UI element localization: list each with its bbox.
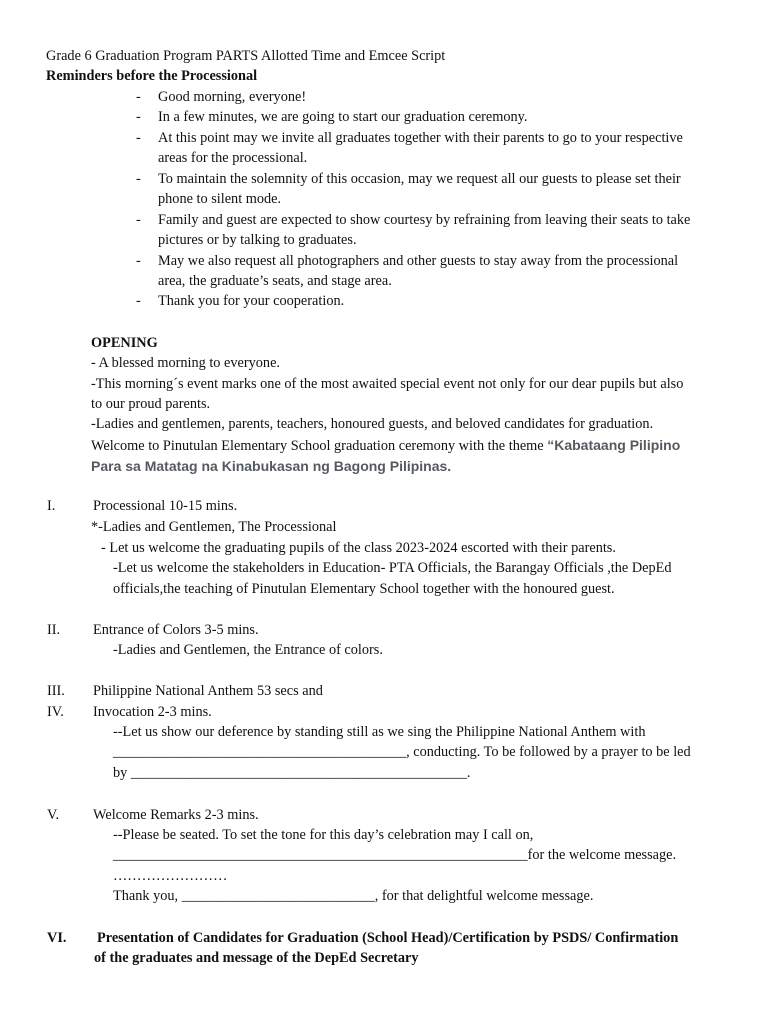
opening-line: to our proud parents. <box>91 396 211 412</box>
reminder-item: To maintain the solemnity of this occasion, may we request all our guests to please set their <box>158 171 681 187</box>
theme-text: “Kabataang Pilipino <box>547 437 681 453</box>
bullet-dash: - <box>136 130 141 146</box>
reminder-item-cont: areas for the processional. <box>158 150 308 166</box>
bullet-dash: - <box>136 109 141 125</box>
script-line: --Let us show our deference by standing still as we sing the Philippine National Anthem with <box>113 724 646 740</box>
script-line: -Let us welcome the stakeholders in Education- PTA Officials, the Barangay Officials ,the DepEd <box>113 560 672 576</box>
script-line: *-Ladies and Gentlemen, The Processional <box>91 519 337 535</box>
section-number: I. <box>47 498 56 514</box>
reminder-item: Thank you for your cooperation. <box>158 293 345 309</box>
section-title: Presentation of Candidates for Graduation (School Head)/Certification by PSDS/ Confirmation <box>97 930 679 946</box>
script-line-with-blank: __________________________________________________________for the welcome message. <box>113 847 677 863</box>
opening-line: - A blessed morning to everyone. <box>91 355 281 371</box>
reminder-item: May we also request all photographers and other guests to stay away from the processional <box>158 253 679 269</box>
section-title: Invocation 2-3 mins. <box>93 704 212 720</box>
reminder-item-cont: phone to silent mode. <box>158 191 282 207</box>
bullet-dash: - <box>136 212 141 228</box>
reminder-item: Good morning, everyone! <box>158 89 307 105</box>
bullet-dash: - <box>136 293 141 309</box>
bullet-dash: - <box>136 171 141 187</box>
reminder-item: In a few minutes, we are going to start our graduation ceremony. <box>158 109 528 125</box>
bullet-dash: - <box>136 89 141 105</box>
script-line-with-blank: _________________________________________, conducting. To be followed by a prayer to be led <box>113 744 691 760</box>
script-line: officials,the teaching of Pinutulan Elementary School together with the honoured guest. <box>113 581 615 597</box>
script-line-with-blank: by _______________________________________________. <box>113 765 471 781</box>
section-title: Welcome Remarks 2-3 mins. <box>93 807 259 823</box>
section-number: V. <box>47 807 60 823</box>
opening-theme-line <box>91 435 680 456</box>
ellipsis-line: …………………… <box>113 868 228 884</box>
script-line: -Ladies and Gentlemen, the Entrance of colors. <box>113 642 383 658</box>
reminder-item: Family and guest are expected to show courtesy by refraining from leaving their seats to take <box>158 212 691 228</box>
script-line: --Please be seated. To set the tone for this day’s celebration may I call on, <box>113 827 534 843</box>
theme-text: Para sa Matatag na Kinabukasan ng Bagong Pilipinas. <box>91 458 452 474</box>
script-line-with-blank: Thank you, ___________________________, for that delightful welcome message. <box>113 888 594 904</box>
section-number: IV. <box>47 704 64 720</box>
document-title: Grade 6 Graduation Program PARTS Allotted Time and Emcee Script <box>46 48 446 64</box>
reminders-heading: Reminders before the Processional <box>46 68 258 84</box>
section-number: III. <box>47 683 65 699</box>
section-title: Philippine National Anthem 53 secs and <box>93 683 323 699</box>
reminder-item-cont: pictures or by talking to graduates. <box>158 232 357 248</box>
section-number: VI. <box>47 930 67 946</box>
opening-line: -This morning´s event marks one of the most awaited special event not only for our dear pupils but also <box>91 376 684 392</box>
reminder-item-cont: area, the graduate’s seats, and stage area. <box>158 273 392 289</box>
section-title: Processional 10-15 mins. <box>93 498 238 514</box>
section-title-cont: of the graduates and message of the DepEd Secretary <box>94 950 419 966</box>
opening-heading: OPENING <box>91 335 158 351</box>
script-line: - Let us welcome the graduating pupils of the class 2023-2024 escorted with their parents. <box>101 540 616 556</box>
section-title: Entrance of Colors 3-5 mins. <box>93 622 259 638</box>
section-number: II. <box>47 622 61 638</box>
reminder-item: At this point may we invite all graduates together with their parents to go to your respective <box>158 130 683 146</box>
opening-line: -Ladies and gentlemen, parents, teachers, honoured guests, and beloved candidates for graduation. <box>91 416 654 432</box>
bullet-dash: - <box>136 253 141 269</box>
opening-line: Welcome to Pinutulan Elementary School graduation ceremony with the theme <box>91 438 548 454</box>
